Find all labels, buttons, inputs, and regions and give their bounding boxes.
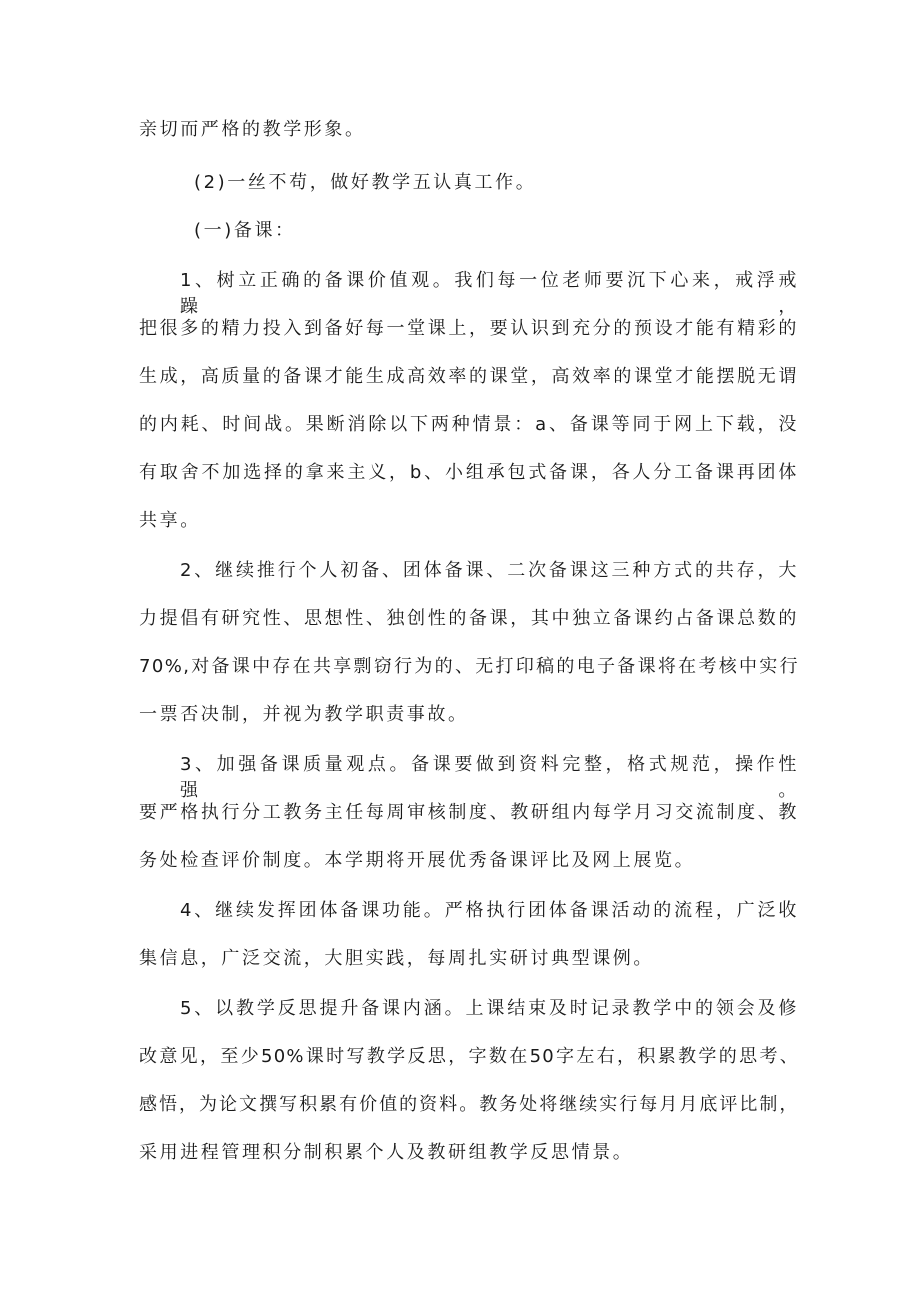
paragraph-line: 2、继续推行个人初备、团体备课、二次备课这三种方式的共存，大 [180,560,799,581]
paragraph-line: 生成，高质量的备课才能生成高效率的课堂，高效率的课堂才能摆脱无谓 [139,366,799,387]
paragraph-line: 共享。 [139,510,201,531]
paragraph-line: 4、继续发挥团体备课功能。严格执行团体备课活动的流程，广泛收 [180,900,799,921]
paragraph-line: 力提倡有研究性、思想性、独创性的备课，其中独立备课约占备课总数的 [139,608,799,629]
paragraph-line: 的内耗、时间战。果断消除以下两种情景：a、备课等同于网上下载，没 [139,414,799,435]
paragraph-line: 一票否决制，并视为教学职责事故。 [139,704,469,725]
paragraph-line: 1、树立正确的备课价值观。我们每一位老师要沉下心来，戒浮戒躁， [180,270,799,317]
subsection-heading: (一)备课： [194,220,296,241]
section-heading: (2)一丝不苟，做好教学五认真工作。 [194,172,537,193]
paragraph-line: 集信息，广泛交流，大胆实践，每周扎实研讨典型课例。 [139,948,654,969]
paragraph-line: 把很多的精力投入到备好每一堂课上，要认识到充分的预设才能有精彩的 [139,318,799,339]
paragraph-line: 采用进程管理积分制积累个人及教研组教学反思情景。 [139,1142,634,1163]
paragraph-line: 务处检查评价制度。本学期将开展优秀备课评比及网上展览。 [139,850,696,871]
paragraph-line: 70%,对备课中存在共享剽窃行为的、无打印稿的电子备课将在考核中实行 [139,656,799,677]
paragraph-line: 改意见，至少50%课时写教学反思，字数在50字左右，积累教学的思考、 [139,1046,799,1067]
paragraph-line: 亲切而严格的教学形象。 [139,119,366,140]
paragraph-line: 5、以教学反思提升备课内涵。上课结束及时记录教学中的领会及修 [180,998,799,1019]
paragraph-line: 有取舍不加选择的拿来主义，b、小组承包式备课，各人分工备课再团体 [139,462,799,483]
paragraph-line: 要严格执行分工教务主任每周审核制度、教研组内每学月习交流制度、教 [139,802,799,823]
paragraph-line: 感悟，为论文撰写积累有价值的资料。教务处将继续实行每月月底评比制， [139,1094,799,1115]
paragraph-line: 3、加强备课质量观点。备课要做到资料完整，格式规范，操作性强。 [180,754,799,801]
